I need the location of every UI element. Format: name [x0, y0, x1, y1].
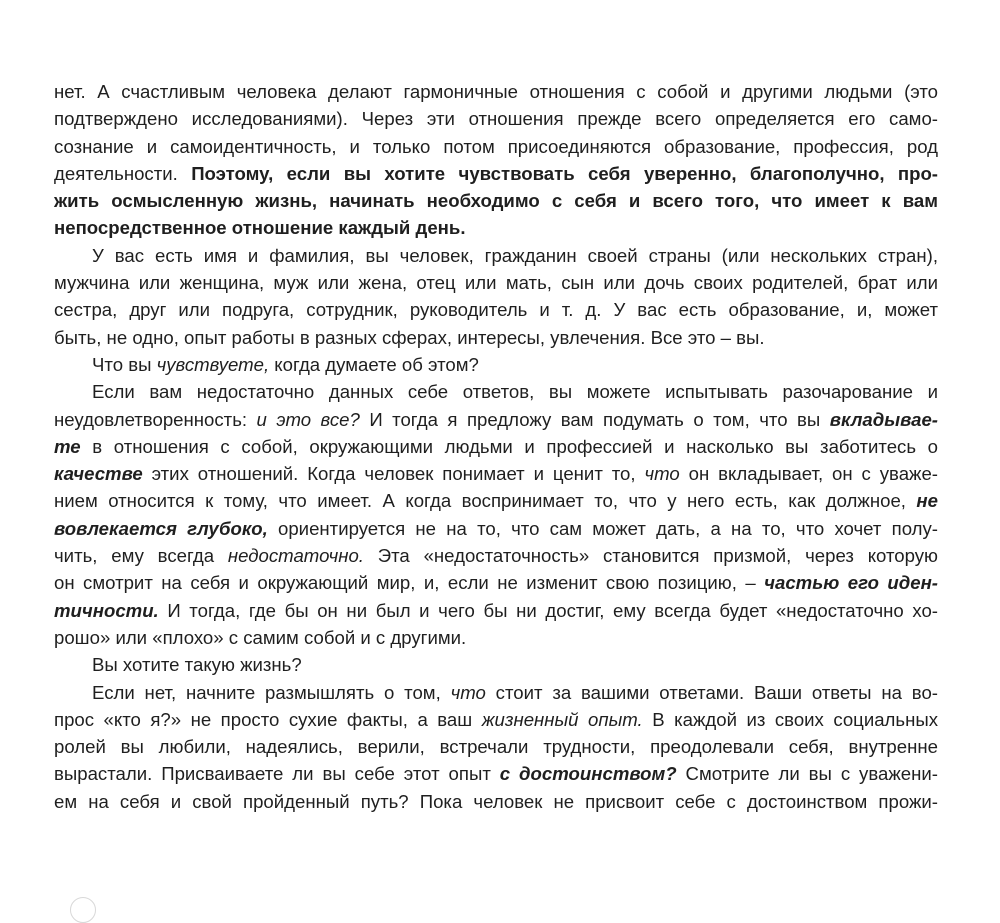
bold-italic-run: качестве	[54, 463, 143, 485]
text-line	[54, 214, 938, 241]
circle-icon	[70, 897, 96, 923]
text-line: качестве этих отношений. Когда человек понимает и ценит то, что он вкладывает, он с уваже-	[54, 463, 939, 485]
text-line: неудовлетворенность: и это все? И тогда я предложу вам подумать о том, что вы вкладывае-	[54, 408, 938, 430]
bold-italic-run: не	[916, 490, 938, 512]
text-line: тичности. И тогда, где бы он ни был и чего бы ни достиг, ему всегда будет «недостаточно хо-	[54, 599, 938, 621]
text-line: нием относится к тому, что имеет. А когда воспринимает то, что у него есть, как должное, не	[54, 490, 938, 512]
text-line: мужчина или женщина, муж или жена, отец или мать, сын или дочь своих родителей, брат или	[54, 272, 938, 294]
text-line: подтверждено исследованиями). Через эти отношения прежде всего определяется его само-	[54, 108, 938, 130]
bold-italic-run: тичности.	[54, 599, 159, 621]
text-line: нет. А счастливым человека делают гармоничные отношения с собой и другими людьми (это	[54, 81, 938, 102]
bold-italic-run: частью его иден-	[764, 572, 938, 594]
text-line: те в отношения с собой, окружающими людьми и профессией и насколько вы заботитесь о	[54, 435, 938, 457]
bold-run: жить осмысленную жизнь, начинать необходимо с себя и всего того, что имеет к вам	[54, 190, 938, 212]
bold-italic-run: вкладывае-	[829, 408, 938, 430]
italic-run: что	[644, 463, 680, 485]
paragraph-first-line: Если вам недостаточно данных себе ответов, вы можете испытывать разочарование и	[92, 381, 938, 403]
text-line: чить, ему всегда недостаточно. Эта «недостаточность» становится призмой, через которую	[54, 545, 938, 567]
text-line: деятельности. Поэтому, если вы хотите чувствовать себя уверенно, благополучно, про-	[54, 162, 939, 184]
text-line: вовлекается глубоко, ориентируется не на то, что сам может дать, а на то, что хочет полу-	[54, 517, 938, 539]
text-line: быть, не одно, опыт работы в разных сферах, интересы, увлечения. Все это – вы.	[54, 326, 765, 348]
text-line	[54, 187, 938, 214]
text-line: ролей вы любили, надеялись, верили, встречали трудности, преодолевали себя, внутренне	[54, 736, 938, 758]
italic-run: чувствуете,	[156, 353, 270, 375]
bold-italic-run: те	[54, 435, 81, 457]
italic-run: что	[450, 681, 486, 703]
bold-run: непосредственное отношение каждый день.	[54, 217, 466, 239]
paragraph-first-line: Что вы чувствуете, когда думаете об этом?	[92, 353, 479, 375]
text-line: ем на себя и свой пройденный путь? Пока человек не присвоит себе с достоинством прожи-	[54, 790, 938, 812]
text-line: сознание и самоидентичность, и только потом присоединяются образование, профессия, род	[54, 135, 938, 157]
bold-italic-run: с достоинством?	[499, 763, 677, 785]
text-line: вырастали. Присваиваете ли вы себе этот опыт с достоинством? Смотрите ли вы с уважени-	[54, 763, 938, 785]
bold-italic-run: вовлекается глубоко,	[54, 517, 268, 539]
document-page	[54, 78, 938, 815]
bold-run: Поэтому, если вы хотите чувствовать себя уверенно, благополучно, про-	[191, 162, 939, 184]
text-line: сестра, друг или подруга, сотрудник, руководитель и т. д. У вас есть образование, и, может	[54, 299, 938, 321]
italic-run: жизненный опыт.	[481, 708, 643, 730]
text-line: рошо» или «плохо» с самим собой и с другими.	[54, 626, 467, 648]
text-line: он смотрит на себя и окружающий мир, и, если не изменит свою позицию, – частью его иден-	[54, 572, 938, 594]
paragraph-first-line: Вы хотите такую жизнь?	[92, 654, 302, 676]
text-line: прос «кто я?» не просто сухие факты, а ваш жизненный опыт. В каждой из своих социальных	[54, 708, 939, 730]
paragraph-first-line: У вас есть имя и фамилия, вы человек, гражданин своей страны (или нескольких стран),	[92, 244, 938, 266]
paragraph-first-line: Если нет, начните размышлять о том, что стоит за вашими ответами. Ваши ответы на во-	[92, 681, 938, 703]
italic-run: и это все?	[256, 408, 360, 430]
italic-run: недостаточно.	[227, 545, 364, 567]
